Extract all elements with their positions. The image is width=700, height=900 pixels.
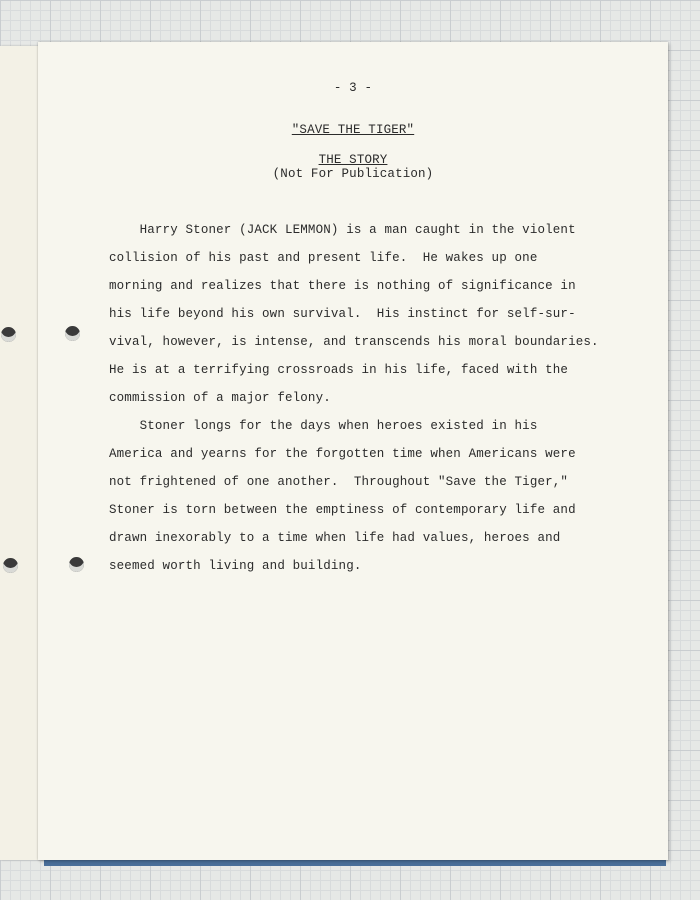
- punch-hole-back-top: [1, 327, 16, 342]
- paragraph2-line: drawn inexorably to a time when life had values, heroes and: [109, 531, 561, 545]
- punch-hole-back-bottom: [3, 558, 18, 573]
- page-number: - 3 -: [333, 81, 373, 95]
- paragraph2-line: seemed worth living and building.: [109, 559, 362, 573]
- paragraph1-line: his life beyond his own survival. His instinct for self-sur-: [109, 307, 576, 321]
- document-title: "SAVE THE TIGER": [291, 123, 415, 137]
- section-note: (Not For Publication): [272, 167, 434, 181]
- paragraph2-line: not frightened of one another. Throughout "Save the Tiger,": [109, 475, 569, 489]
- document-page: [38, 42, 668, 860]
- punch-hole-top: [65, 326, 80, 341]
- paragraph1-line: He is at a terrifying crossroads in his life, faced with the: [109, 363, 569, 377]
- paragraph1-line: vival, however, is intense, and transcends his moral boundaries.: [109, 335, 599, 349]
- paragraph1-line: Harry Stoner (JACK LEMMON) is a man caught in the violent: [109, 223, 576, 237]
- punch-hole-bottom: [69, 557, 84, 572]
- paragraph1-line: morning and realizes that there is nothing of significance in: [109, 279, 576, 293]
- section-heading: THE STORY: [318, 153, 388, 167]
- paragraph1-line: commission of a major felony.: [109, 391, 331, 405]
- paragraph1-line: collision of his past and present life. He wakes up one: [109, 251, 538, 265]
- paragraph2-line: America and yearns for the forgotten time when Americans were: [109, 447, 576, 461]
- paragraph2-line: Stoner longs for the days when heroes existed in his: [109, 419, 538, 433]
- paragraph2-line: Stoner is torn between the emptiness of contemporary life and: [109, 503, 576, 517]
